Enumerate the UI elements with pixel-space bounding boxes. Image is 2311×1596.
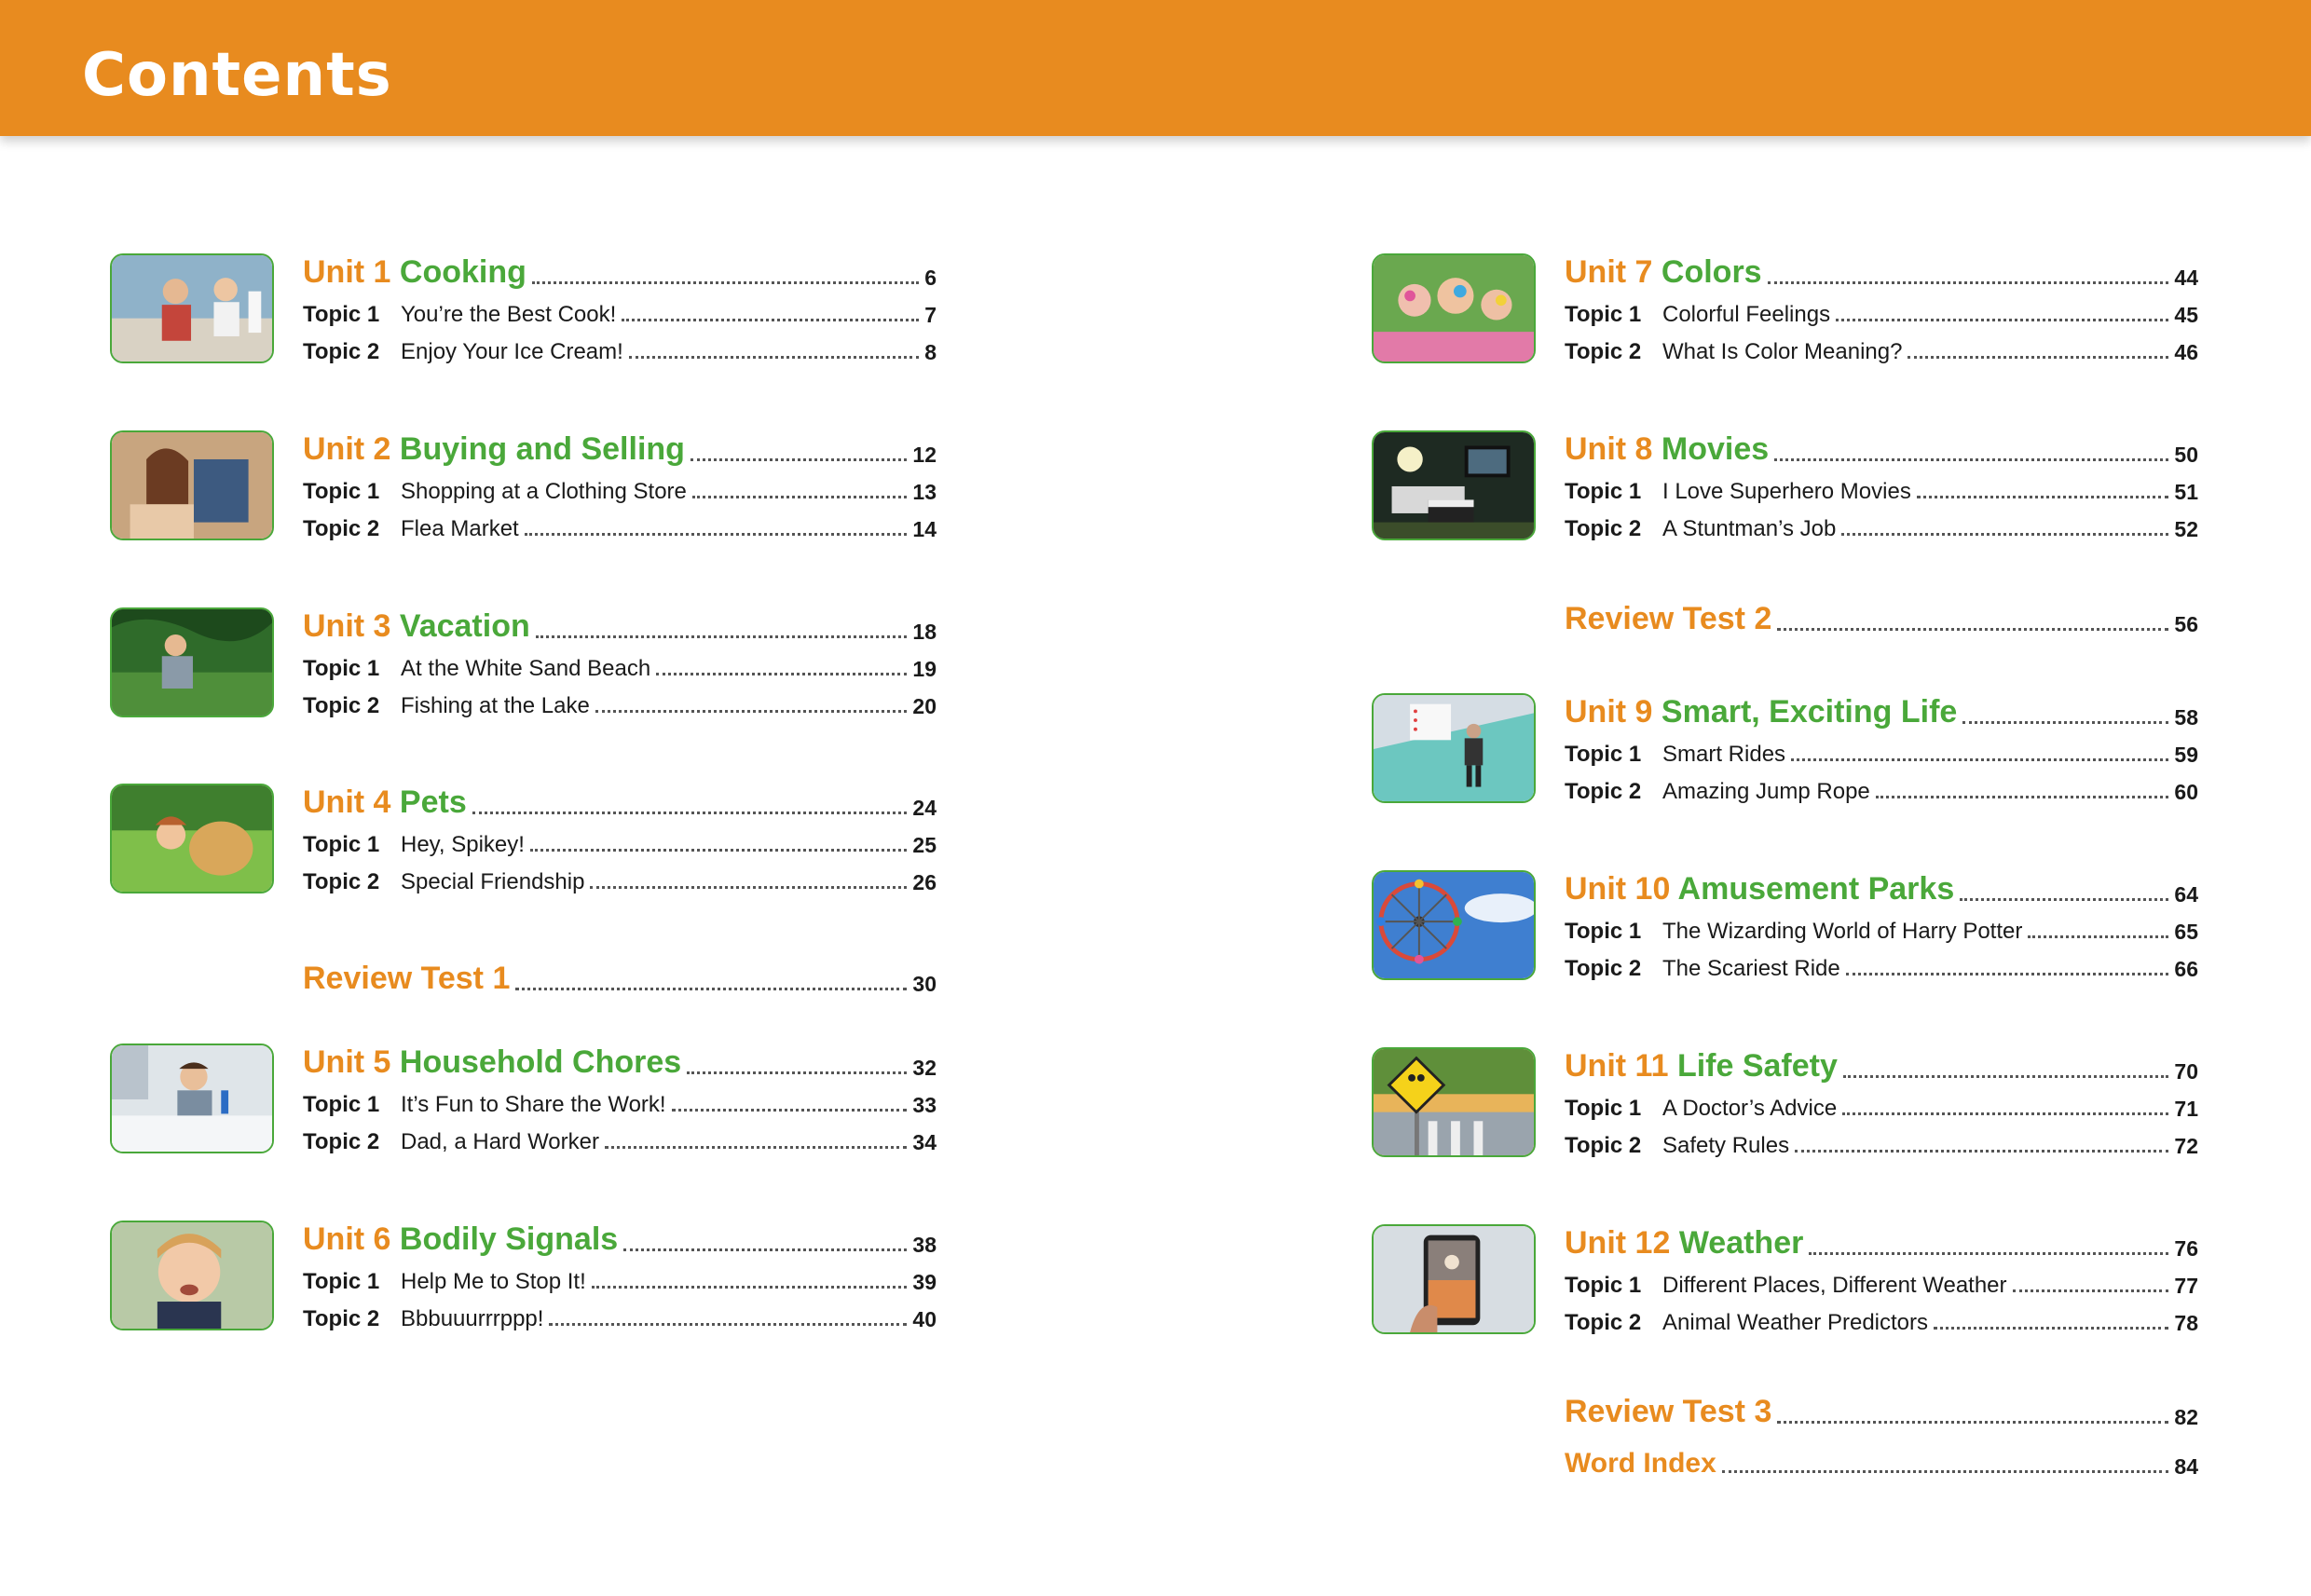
page-number: 8 [924,340,937,364]
topic-key: Topic 2 [303,339,380,364]
unit-12-thumbnail [1372,1224,1536,1334]
unit-name: Colors [1661,254,1762,290]
topic-title: The Scariest Ride [1662,956,1840,981]
topic-key: Topic 2 [1565,339,1642,364]
topic-row[interactable] [1565,300,2198,328]
leader-dots [1960,897,2168,901]
unit-number: Unit 7 [1565,254,1653,290]
page-number: 25 [912,833,937,857]
topic-row[interactable] [303,830,937,858]
leader-dots [472,811,908,814]
page-number: 12 [912,443,937,467]
unit-5-thumbnail [110,1044,274,1153]
unit-name: Cooking [399,254,526,290]
unit-name: Household Chores [399,1044,682,1080]
word-index-label: Word Index [1565,1448,1716,1479]
page-number: 40 [912,1307,937,1331]
page-number: 26 [912,870,937,894]
page-number: 13 [912,480,937,504]
leader-dots [525,532,908,536]
topic-row[interactable] [303,1127,937,1155]
topic-row[interactable] [303,867,937,895]
left-column [110,0,949,1596]
unit-number: Unit 2 [303,431,391,467]
topic-title: Smart Rides [1662,742,1786,767]
page-number: 34 [912,1130,937,1154]
topic-key: Topic 1 [1565,919,1642,944]
leader-dots [1876,795,2169,798]
review-label: Review Test 3 [1565,1394,1772,1429]
unit-number: Unit 9 [1565,694,1653,730]
topic-row[interactable] [1565,954,2198,982]
topic-title: The Wizarding World of Harry Potter [1662,919,2023,944]
leader-dots [1777,1420,2168,1424]
review-label: Review Test 1 [303,961,511,996]
topic-row[interactable] [1565,1094,2198,1122]
unit-number: Unit 8 [1565,431,1653,467]
review-test-2-heading[interactable] [1565,600,2198,637]
unit-1-heading[interactable] [303,253,937,291]
topic-key: Topic 2 [303,516,380,541]
topic-row[interactable] [1565,514,2198,542]
topic-title: Shopping at a Clothing Store [401,479,687,504]
topic-key: Topic 2 [1565,779,1642,804]
topic-key: Topic 1 [303,479,380,504]
unit-3-heading[interactable] [303,607,937,645]
topic-title: What Is Color Meaning? [1662,339,1903,364]
topic-title: A Doctor’s Advice [1662,1096,1838,1121]
unit-name: Weather [1678,1225,1804,1261]
unit-6-heading[interactable] [303,1221,937,1258]
topic-key: Topic 1 [1565,1273,1642,1298]
page-number: 7 [924,303,937,327]
unit-name: Movies [1661,431,1770,467]
leader-dots [590,885,907,889]
topic-title: You’re the Best Cook! [401,302,617,327]
leader-dots [1809,1251,2168,1255]
page-number: 56 [2174,612,2198,636]
leader-dots [1934,1326,2168,1330]
topic-row[interactable] [303,1267,937,1295]
page-number: 78 [2174,1311,2198,1335]
topic-key: Topic 1 [1565,302,1642,327]
topic-title: A Stuntman’s Job [1662,516,1837,541]
topic-key: Topic 1 [303,302,380,327]
topic-row[interactable] [303,337,937,365]
topic-title: Fishing at the Lake [401,693,590,718]
page-number: 59 [2174,743,2198,767]
topic-title: Animal Weather Predictors [1662,1310,1928,1335]
unit-9-heading[interactable] [1565,693,2198,730]
leader-dots [530,848,907,852]
page-number: 24 [912,796,937,820]
page-number: 82 [2174,1405,2198,1429]
unit-number: Unit 5 [303,1044,391,1080]
leader-dots [656,672,907,675]
topic-title: I Love Superhero Movies [1662,479,1911,504]
unit-name: Buying and Selling [399,431,685,467]
unit-number: Unit 12 [1565,1225,1671,1261]
topic-key: Topic 2 [303,1129,380,1154]
topic-row[interactable] [1565,1131,2198,1159]
review-test-1-heading[interactable] [303,960,937,997]
page-number: 66 [2174,957,2198,981]
unit-number: Unit 10 [1565,871,1671,907]
word-index-heading[interactable] [1565,1442,2198,1480]
unit-7-heading[interactable] [1565,253,2198,291]
leader-dots [2028,934,2168,938]
leader-dots [536,634,908,638]
leader-dots [1722,1469,2169,1473]
unit-2-thumbnail [110,430,274,540]
page-number: 60 [2174,780,2198,804]
leader-dots [2013,1289,2169,1292]
topic-key: Topic 1 [1565,742,1642,767]
page-number: 32 [912,1056,937,1080]
page-number: 45 [2174,303,2198,327]
page-number: 46 [2174,340,2198,364]
topic-title: Enjoy Your Ice Cream! [401,339,623,364]
leader-dots [515,987,907,990]
unit-name: Amusement Parks [1677,871,1955,907]
topic-row[interactable] [303,300,937,328]
page-number: 18 [912,620,937,644]
leader-dots [687,1071,907,1074]
unit-number: Unit 3 [303,608,391,644]
page-number: 20 [912,694,937,718]
topic-row[interactable] [303,1090,937,1118]
review-label: Review Test 2 [1565,601,1772,636]
page-number: 30 [912,972,937,996]
unit-number: Unit 11 [1565,1048,1669,1084]
unit-5-heading[interactable] [303,1044,937,1081]
topic-row[interactable] [1565,1271,2198,1299]
leader-dots [1791,757,2168,761]
topic-row[interactable] [1565,917,2198,945]
topic-key: Topic 2 [1565,1133,1642,1158]
topic-row[interactable] [1565,777,2198,805]
topic-row[interactable] [303,1304,937,1332]
topic-title: It’s Fun to Share the Work! [401,1092,666,1117]
unit-8-thumbnail [1372,430,1536,540]
unit-8-heading[interactable] [1565,430,2198,468]
leader-dots [1846,972,2169,975]
topic-title: Amazing Jump Rope [1662,779,1870,804]
unit-4-thumbnail [110,784,274,893]
unit-10-heading[interactable] [1565,870,2198,907]
leader-dots [549,1322,907,1326]
leader-dots [1908,355,2168,359]
page-number: 38 [912,1233,937,1257]
leader-dots [629,355,919,359]
page-number: 44 [2174,266,2198,290]
page-number: 76 [2174,1236,2198,1261]
page-number: 64 [2174,882,2198,907]
unit-name: Pets [399,784,467,820]
topic-key: Topic 1 [1565,479,1642,504]
leader-dots [605,1145,907,1149]
page-number: 51 [2174,480,2198,504]
topic-title: Flea Market [401,516,519,541]
page-number: 6 [924,266,937,290]
leader-dots [1836,318,2168,321]
topic-key: Topic 2 [303,1306,380,1331]
page-number: 14 [912,517,937,541]
topic-row[interactable] [1565,477,2198,505]
unit-name: Vacation [399,608,530,644]
unit-number: Unit 4 [303,784,391,820]
leader-dots [692,495,908,498]
unit-11-thumbnail [1372,1047,1536,1157]
leader-dots [1795,1149,2168,1153]
unit-name: Bodily Signals [399,1221,619,1257]
page-number: 52 [2174,517,2198,541]
page-number: 70 [2174,1059,2198,1084]
leader-dots [592,1285,908,1289]
topic-key: Topic 2 [303,693,380,718]
topic-row[interactable] [303,514,937,542]
topic-title: Colorful Feelings [1662,302,1831,327]
leader-dots [532,280,919,284]
topic-row[interactable] [1565,337,2198,365]
right-column [1372,0,2210,1596]
unit-number: Unit 1 [303,254,391,290]
page-number: 84 [2174,1454,2198,1479]
page-number: 33 [912,1093,937,1117]
page-title: Contents [82,41,392,110]
topic-title: Hey, Spikey! [401,832,525,857]
unit-name: Life Safety [1676,1048,1838,1084]
page-number: 65 [2174,920,2198,944]
review-test-3-heading[interactable] [1565,1393,2198,1430]
topic-title: At the White Sand Beach [401,656,651,681]
topic-title: Different Places, Different Weather [1662,1273,2007,1298]
leader-dots [623,1248,907,1251]
page-number: 77 [2174,1274,2198,1298]
unit-2-heading[interactable] [303,430,937,468]
topic-key: Topic 1 [303,1269,380,1294]
leader-dots [691,457,907,461]
topic-row[interactable] [1565,1308,2198,1336]
topic-row[interactable] [1565,740,2198,768]
leader-dots [672,1108,908,1112]
leader-dots [1774,457,2168,461]
page-number: 72 [2174,1134,2198,1158]
page-number: 58 [2174,705,2198,730]
topic-key: Topic 1 [303,1092,380,1117]
topic-row[interactable] [303,477,937,505]
unit-4-heading[interactable] [303,784,937,821]
unit-name: Smart, Exciting Life [1661,694,1958,730]
leader-dots [1777,627,2168,631]
unit-10-thumbnail [1372,870,1536,980]
page-number: 50 [2174,443,2198,467]
topic-key: Topic 2 [303,869,380,894]
topic-key: Topic 1 [303,656,380,681]
leader-dots [595,709,908,713]
unit-1-thumbnail [110,253,274,363]
topic-title: Help Me to Stop It! [401,1269,586,1294]
unit-12-heading[interactable] [1565,1224,2198,1262]
leader-dots [1962,720,2168,724]
page-number: 39 [912,1270,937,1294]
topic-key: Topic 2 [1565,516,1642,541]
leader-dots [622,318,919,321]
leader-dots [1917,495,2169,498]
leader-dots [1843,1074,2169,1078]
topic-key: Topic 1 [1565,1096,1642,1121]
topic-key: Topic 1 [303,832,380,857]
unit-3-thumbnail [110,607,274,717]
unit-7-thumbnail [1372,253,1536,363]
unit-number: Unit 6 [303,1221,391,1257]
leader-dots [1842,1112,2168,1115]
leader-dots [1841,532,2168,536]
leader-dots [1768,280,2169,284]
topic-title: Bbbuuurrrppp! [401,1306,544,1331]
topic-title: Safety Rules [1662,1133,1790,1158]
unit-6-thumbnail [110,1221,274,1330]
topic-key: Topic 2 [1565,956,1642,981]
unit-9-thumbnail [1372,693,1536,803]
page-number: 19 [912,657,937,681]
unit-11-heading[interactable] [1565,1047,2198,1084]
topic-title: Special Friendship [401,869,585,894]
topic-key: Topic 2 [1565,1310,1642,1335]
page-number: 71 [2174,1097,2198,1121]
topic-row[interactable] [303,654,937,682]
topic-row[interactable] [303,691,937,719]
topic-title: Dad, a Hard Worker [401,1129,599,1154]
